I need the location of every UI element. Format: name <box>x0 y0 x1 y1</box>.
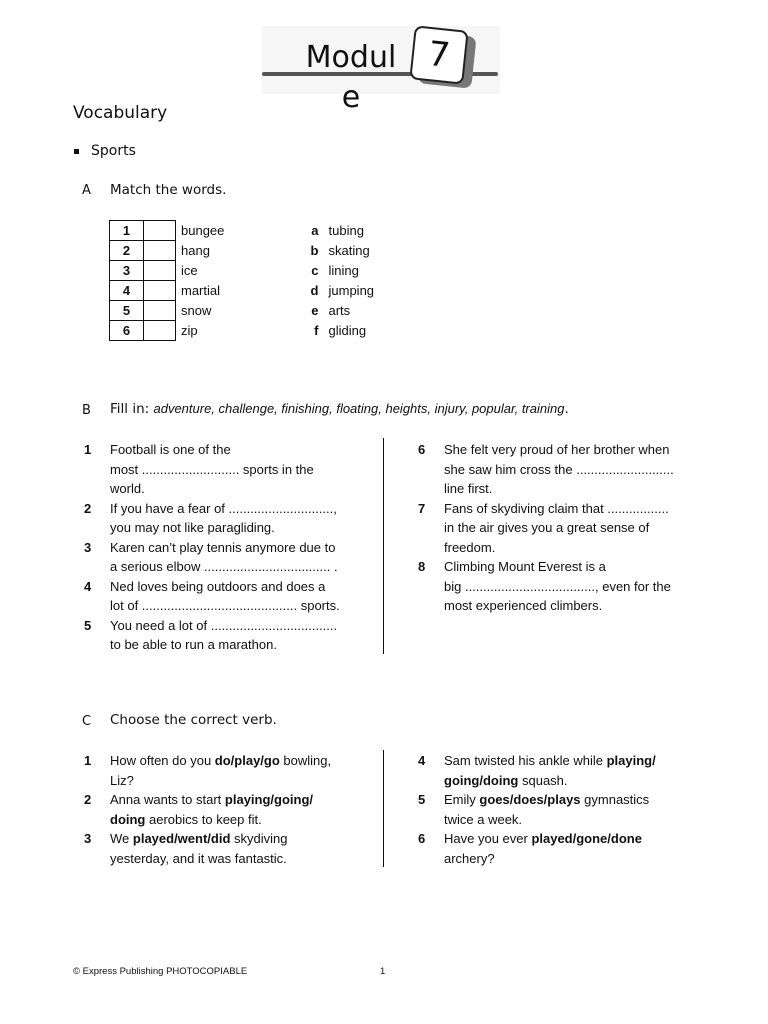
word-bank: adventure, challenge, finishing, floating, heights, injury, popular, training <box>153 401 565 416</box>
item-number: 1 <box>84 753 92 768</box>
row-number: 2 <box>110 241 144 261</box>
text-before: Have you ever <box>444 831 532 846</box>
item-line: most experienced climbers. <box>444 598 603 613</box>
answer-box <box>144 301 176 321</box>
text-after: skydiving <box>230 831 288 846</box>
exercise-b-left-column <box>84 440 374 655</box>
item-number: 1 <box>84 442 92 457</box>
match-row <box>110 241 375 261</box>
item-line <box>110 771 374 791</box>
word-right: gliding <box>328 323 367 338</box>
exercise-item <box>418 829 708 868</box>
word-left: snow <box>181 303 212 318</box>
verb-options: going/doing <box>444 772 519 788</box>
verb-options: played/went/did <box>132 831 231 846</box>
section-title: Vocabulary <box>73 103 168 123</box>
item-number: 6 <box>418 831 426 846</box>
row-number: 6 <box>110 321 144 341</box>
fill-in-label: Fill in: <box>110 401 154 417</box>
column-divider <box>383 438 384 654</box>
exercise-b-instruction <box>110 401 569 417</box>
match-row <box>110 261 375 281</box>
module-title-line1: Modul <box>305 40 397 75</box>
text-before: twice a week. <box>444 811 523 827</box>
match-row <box>110 301 375 321</box>
word-right: skating <box>328 243 370 258</box>
answer-box <box>144 321 176 341</box>
verb-options: doing <box>110 811 146 827</box>
item-line: freedom. <box>444 539 496 555</box>
answer-box <box>144 241 176 261</box>
column-divider <box>383 750 384 867</box>
word-left: hang <box>181 243 210 258</box>
text-after: squash. <box>518 772 568 788</box>
item-line <box>444 790 708 810</box>
item-line: big ...................................., even for the <box>444 578 671 594</box>
item-line: most ........................... sports in the <box>110 461 314 477</box>
word-left: martial <box>181 283 221 298</box>
text-after: bowling, <box>279 753 332 768</box>
text-before: How often do you <box>110 753 215 768</box>
item-line <box>444 829 708 849</box>
text-before: yesterday, and it was fantastic. <box>110 850 287 866</box>
verb-options: playing/ <box>606 753 656 768</box>
item-line <box>110 790 374 810</box>
item-line: world. <box>110 481 145 496</box>
item-line <box>444 849 708 869</box>
row-number: 4 <box>110 281 144 301</box>
item-line: Climbing Mount Everest is a <box>444 559 606 574</box>
text-before: Emily <box>444 792 480 807</box>
page-number: 1 <box>380 966 386 977</box>
item-line: She felt very proud of her brother when <box>444 442 670 457</box>
footer-copyright: © Express Publishing PHOTOCOPIABLE <box>73 966 248 977</box>
item-number: 2 <box>84 792 92 807</box>
option-letter: d <box>310 283 319 298</box>
option-letter: f <box>314 323 319 338</box>
module-number: 7 <box>426 33 452 77</box>
answer-box <box>144 281 176 301</box>
exercise-item <box>84 538 374 577</box>
text-before: Sam twisted his ankle while <box>444 753 607 768</box>
option-letter: c <box>311 263 319 278</box>
item-number: 6 <box>418 442 426 457</box>
verb-options: goes/does/plays <box>479 792 581 807</box>
word-right: jumping <box>328 283 375 298</box>
option-letter: a <box>311 223 319 238</box>
item-line <box>444 751 708 771</box>
word-right: lining <box>328 263 359 278</box>
word-right: arts <box>328 303 351 318</box>
text-after: gymnastics <box>580 792 650 807</box>
exercise-c-right-column <box>418 751 708 868</box>
module-title <box>296 38 406 118</box>
item-line: you may not like paragliding. <box>110 520 275 535</box>
item-number: 5 <box>84 617 92 633</box>
item-line: to be able to run a marathon. <box>110 637 277 652</box>
verb-options: do/play/go <box>214 753 280 768</box>
module-number-box <box>409 25 468 84</box>
item-line <box>110 810 374 830</box>
verb-options: played/gone/done <box>531 831 642 846</box>
bullet-icon <box>74 149 79 154</box>
item-line <box>110 829 374 849</box>
option-letter: e <box>311 303 319 318</box>
item-number: 3 <box>84 831 92 846</box>
exercise-a-instruction: Match the words. <box>110 182 227 198</box>
word-left: ice <box>181 263 198 278</box>
exercise-item <box>84 751 374 790</box>
match-row <box>110 321 375 341</box>
match-row <box>110 281 375 301</box>
word-right: tubing <box>328 223 364 238</box>
exercise-b-right-column <box>418 440 708 616</box>
item-number: 8 <box>418 559 426 574</box>
exercise-item <box>418 499 708 558</box>
option-letter: b <box>310 243 319 258</box>
verb-options: playing/going/ <box>224 792 314 807</box>
item-number: 3 <box>84 539 92 555</box>
row-number: 1 <box>110 221 144 241</box>
item-line <box>110 751 374 771</box>
word-left: bungee <box>181 223 225 238</box>
exercise-item <box>84 616 374 655</box>
text-before: Liz? <box>110 772 134 788</box>
answer-box <box>144 221 176 241</box>
item-line: in the air gives you a great sense of <box>444 520 650 535</box>
item-line: line first. <box>444 481 493 496</box>
item-line: You need a lot of ................................... <box>110 617 338 633</box>
item-number: 2 <box>84 500 92 516</box>
item-number: 4 <box>84 578 92 594</box>
item-number: 4 <box>418 753 426 768</box>
item-line: Football is one of the <box>110 442 231 457</box>
exercise-c-letter: C <box>82 714 92 729</box>
item-line: a serious elbow ................................... . <box>110 559 338 574</box>
exercise-item <box>84 829 374 868</box>
item-line: Ned loves being outdoors and does a <box>110 578 326 594</box>
answer-box <box>144 261 176 281</box>
exercise-a-letter: A <box>82 183 91 198</box>
word-left: zip <box>181 323 198 338</box>
word-bank-end: . <box>564 401 569 417</box>
exercise-item <box>84 577 374 616</box>
match-table <box>109 220 375 341</box>
item-line <box>110 849 374 869</box>
row-number: 3 <box>110 261 144 281</box>
match-row <box>110 221 375 241</box>
item-line: lot of ........................................... sports. <box>110 598 340 613</box>
exercise-item <box>418 440 708 499</box>
item-line: Fans of skydiving claim that ................. <box>444 500 669 516</box>
module-title-line2: e <box>341 80 361 115</box>
exercise-c-left-column <box>84 751 374 868</box>
exercise-item <box>418 790 708 829</box>
text-before: We <box>110 831 133 846</box>
item-line: Karen can’t play tennis anymore due to <box>110 539 336 555</box>
item-line <box>444 771 708 791</box>
topic-heading: Sports <box>91 143 136 159</box>
item-line: If you have a fear of ............................., <box>110 500 337 516</box>
item-number: 7 <box>418 500 426 516</box>
text-after: aerobics to keep fit. <box>145 811 262 827</box>
item-number: 5 <box>418 792 426 807</box>
item-line <box>444 810 708 830</box>
text-before: archery? <box>444 850 495 866</box>
exercise-item <box>84 790 374 829</box>
exercise-item <box>84 440 374 499</box>
exercise-item <box>84 499 374 538</box>
exercise-c-instruction: Choose the correct verb. <box>110 712 277 728</box>
exercise-b-letter: B <box>82 403 91 418</box>
exercise-item <box>418 557 708 616</box>
item-line: she saw him cross the ........................... <box>444 461 674 477</box>
row-number: 5 <box>110 301 144 321</box>
exercise-item <box>418 751 708 790</box>
text-before: Anna wants to start <box>110 792 225 807</box>
